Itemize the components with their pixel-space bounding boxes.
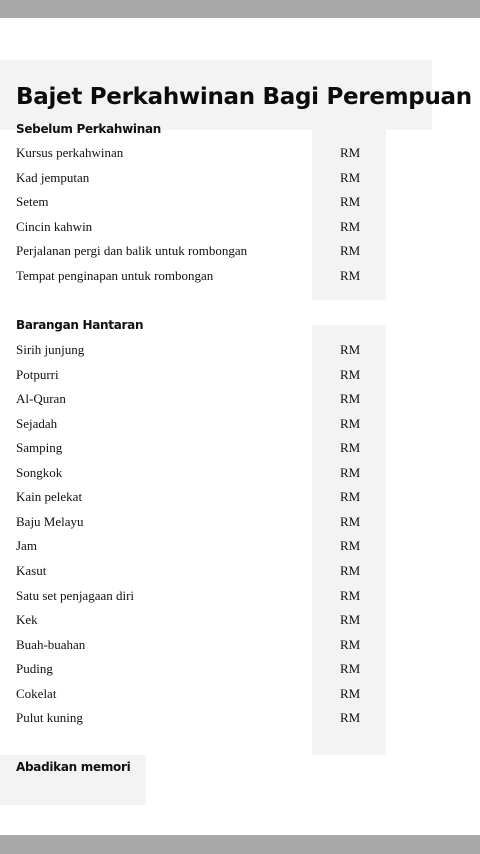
budget-row (0, 440, 480, 462)
budget-item-label: Puding (16, 661, 53, 677)
budget-item-label: Cokelat (16, 685, 57, 701)
budget-item-amount: RM (340, 513, 361, 529)
budget-row (0, 686, 480, 708)
budget-item-amount: RM (340, 194, 361, 210)
budget-item-amount: RM (340, 661, 361, 677)
budget-row (0, 710, 480, 732)
budget-row (0, 367, 480, 389)
budget-item-label: Satu set penjagaan diri (16, 587, 135, 603)
budget-row (0, 268, 480, 290)
budget-item-label: Kad jemputan (16, 169, 90, 185)
budget-item-amount: RM (340, 218, 361, 234)
budget-item-amount: RM (340, 538, 361, 554)
budget-item-label: Songkok (16, 464, 63, 480)
budget-row (0, 170, 480, 192)
budget-item-amount: RM (340, 636, 361, 652)
budget-item-label: Kain pelekat (16, 489, 83, 505)
budget-row (0, 465, 480, 487)
budget-item-label: Buah-buahan (16, 636, 86, 652)
budget-item-amount: RM (340, 710, 361, 726)
budget-item-label: Setem (16, 194, 49, 210)
bottom-bar (0, 835, 480, 854)
budget-row (0, 538, 480, 560)
budget-item-label: Kek (16, 612, 38, 628)
budget-item-label: Al-Quran (16, 391, 66, 407)
section-heading: Abadikan memori (16, 760, 131, 774)
section-heading: Barangan Hantaran (16, 318, 144, 332)
budget-item-label: Baju Melayu (16, 513, 84, 529)
budget-item-amount: RM (340, 562, 361, 578)
budget-item-label: Pulut kuning (16, 710, 83, 726)
budget-item-amount: RM (340, 612, 361, 628)
budget-row (0, 145, 480, 167)
budget-item-amount: RM (340, 415, 361, 431)
top-bar (0, 0, 480, 18)
budget-item-amount: RM (340, 267, 361, 283)
budget-item-label: Potpurri (16, 366, 59, 382)
budget-row (0, 661, 480, 683)
budget-item-label: Perjalanan pergi dan balik untuk rombongan (16, 243, 248, 259)
budget-row (0, 637, 480, 659)
budget-item-label: Sirih junjung (16, 342, 85, 357)
budget-row (0, 489, 480, 511)
budget-item-amount: RM (340, 391, 361, 407)
budget-row (0, 416, 480, 438)
budget-row (0, 563, 480, 585)
budget-item-amount: RM (340, 169, 361, 185)
budget-row (0, 342, 480, 364)
budget-row (0, 514, 480, 536)
budget-row (0, 219, 480, 241)
budget-item-amount: RM (340, 145, 361, 160)
budget-item-label: Samping (16, 440, 63, 456)
budget-item-label: Jam (16, 538, 37, 554)
budget-row (0, 243, 480, 265)
budget-item-label: Sejadah (16, 415, 58, 431)
budget-row (0, 612, 480, 634)
budget-item-amount: RM (340, 685, 361, 701)
budget-item-label: Tempat penginapan untuk rombongan (16, 267, 214, 283)
page-title: Bajet Perkahwinan Bagi Perempuan (16, 84, 472, 110)
budget-row (0, 194, 480, 216)
budget-item-amount: RM (340, 243, 361, 259)
budget-item-label: Kursus perkahwinan (16, 145, 124, 160)
budget-item-amount: RM (340, 464, 361, 480)
budget-item-amount: RM (340, 342, 361, 357)
budget-item-label: Cincin kahwin (16, 218, 93, 234)
budget-row (0, 588, 480, 610)
budget-item-amount: RM (340, 489, 361, 505)
section-heading: Sebelum Perkahwinan (16, 122, 162, 136)
budget-row (0, 391, 480, 413)
budget-item-amount: RM (340, 440, 361, 456)
budget-item-amount: RM (340, 587, 361, 603)
budget-item-label: Kasut (16, 562, 47, 578)
budget-item-amount: RM (340, 366, 361, 382)
